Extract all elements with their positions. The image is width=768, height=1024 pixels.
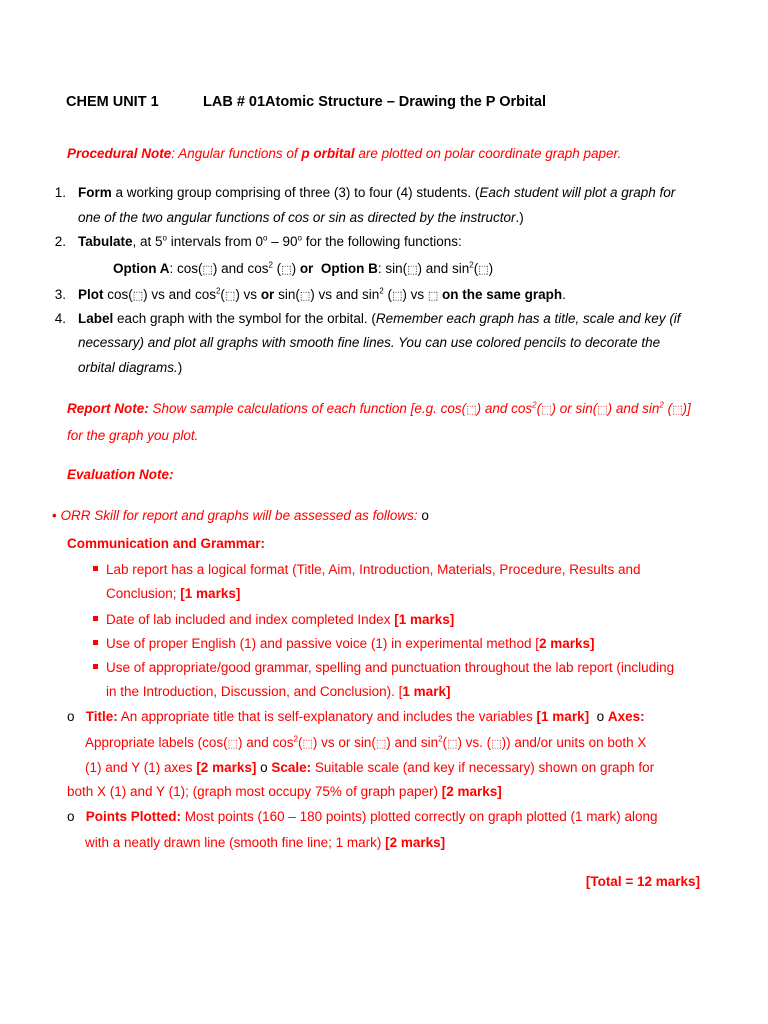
step-1-line-1: Form a working group comprising of three (3) to four (4) students. (Each student will plot a graph for [78,185,676,200]
square-bullet-icon [93,664,98,669]
orr-line: • ORR Skill for report and graphs will be assessed as follows: o [52,508,429,523]
comm-item-4-line-2: in the Introduction, Discussion, and Conclusion). [1 mark] [106,684,451,699]
report-note-line-2: for the graph you plot. [67,428,199,443]
points-criteria-line-2: with a neatly drawn line (smooth fine line; 1 mark) [2 marks] [85,835,446,850]
square-bullet-icon [93,616,98,621]
step-1-line-2: one of the two angular functions of cos or sin as directed by the instructor.) [78,210,524,225]
theta-symbol: ⬚ [478,263,489,276]
procedural-note: Procedural Note: Angular functions of p orbital are plotted on polar coordinate graph paper. [67,146,622,161]
bullet-icon: • [52,508,57,523]
total-marks: [Total = 12 marks] [585,874,700,889]
theta-symbol: ⬚ [281,263,292,276]
square-bullet-icon [93,566,98,571]
axes-criteria-line: Appropriate labels (cos(⬚) and $\cos^2(⬚)$ vs or sin(⬚) and $\sin^2(⬚)$ vs. (⬚)) and/or units on both X [85,734,647,750]
step-2-line-1: Tabulate, at 5$^o$ intervals from 0$^o$ – 90$^o$ for the following functions: [78,233,462,249]
step-3-line-1: Plot cos(⬚) vs and $\cos^2(⬚)$ vs or sin(⬚) vs and $\sin^2$ (⬚) vs ⬚ on the same graph. [78,286,566,302]
report-note-label: Report Note: [67,401,149,416]
theta-symbol: ⬚ [202,263,213,276]
comm-item-4-line-1: Use of appropriate/good grammar, spelling and punctuation throughout the lab report (including [106,660,675,675]
scale-criteria-line-2: both X (1) and Y (1); (graph most occupy 75% of graph paper) [2 marks] [67,784,502,799]
report-note-line-1: Report Note: Show sample calculations of each function [e.g. cos(⬚) and $\cos^2(⬚)$ or sin(⬚) and $\sin^2$ (⬚)] [67,400,691,416]
comm-item-1-line-2: Conclusion; [1 marks] [106,586,241,601]
scale-criteria-line: (1) and Y (1) axes [2 marks] o Scale: Suitable scale (and key if necessary) shown on graph for [85,760,655,775]
communication-heading: Communication and Grammar: [67,536,266,551]
step-2-options: Option A: cos(⬚) and $\cos^2$ (⬚) or Option B: sin(⬚) and $\sin^2(⬚)$ [113,260,494,276]
procedural-note-label: Procedural Note [67,146,172,161]
evaluation-note-heading: Evaluation Note: [67,467,174,482]
step-4-line-2: necessary) and plot all graphs with smooth fine lines. You can use colored pencils to decorate the [78,335,661,350]
lab-title: LAB # 01Atomic Structure – Drawing the P Orbital [203,94,546,110]
comm-item-2: Date of lab included and index completed Index [1 marks] [106,612,455,627]
step-number-4: 4. [54,311,66,326]
comm-item-1-line-1: Lab report has a logical format (Title, Aim, Introduction, Materials, Procedure, Results and [106,562,641,577]
points-criteria-line-1: o Points Plotted: Most points (160 – 180 points) plotted correctly on graph plotted (1 mark) along [67,809,658,824]
step-4-line-1: Label each graph with the symbol for the orbital. (Remember each graph has a title, scale and key (if [78,311,681,326]
step-number-1: 1. [54,185,66,200]
step-number-3: 3. [54,287,66,302]
step-number-2: 2. [54,234,66,249]
square-bullet-icon [93,640,98,645]
title-criteria-line-1: o Title: An appropriate title that is self-explanatory and includes the variables [1 mark] o Axes: [67,709,645,724]
comm-item-3: Use of proper English (1) and passive voice (1) in experimental method [2 marks] [106,636,595,651]
course-unit: CHEM UNIT 1 [66,94,159,110]
step-4-line-3: orbital diagrams.) [78,360,183,375]
theta-symbol: ⬚ [407,263,418,276]
